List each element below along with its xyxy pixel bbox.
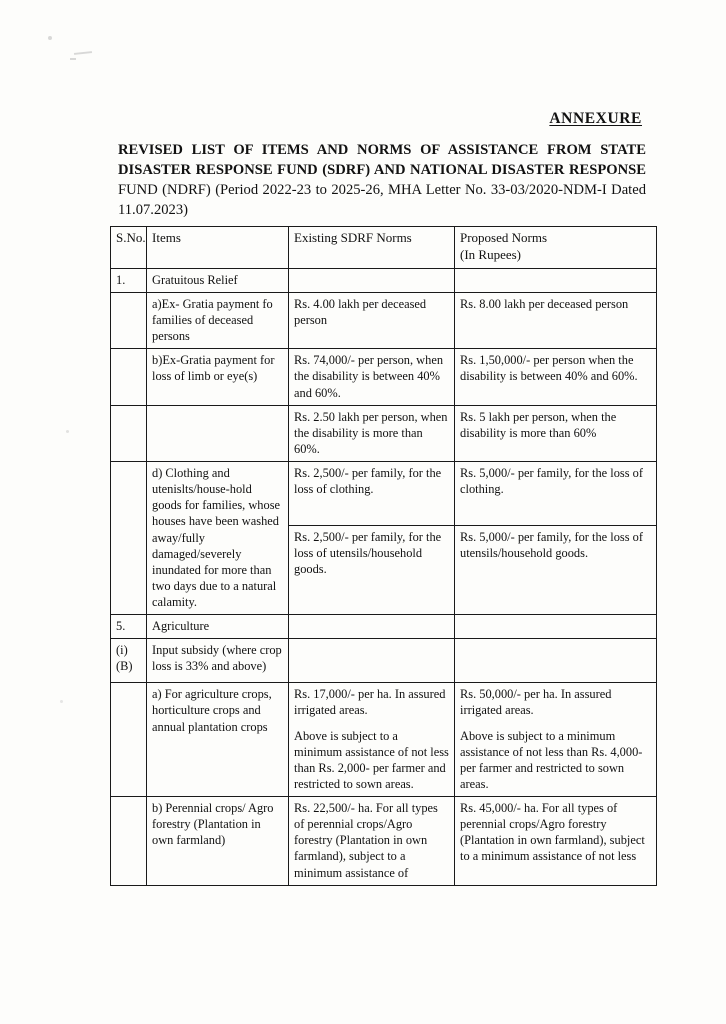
cell-proposed: Rs. 8.00 lakh per deceased person bbox=[455, 292, 657, 348]
cell-existing bbox=[289, 268, 455, 292]
table-row bbox=[111, 683, 657, 797]
scan-speck bbox=[48, 36, 52, 40]
intro-rest-text: FUND (NDRF) (Period 2022-23 to 2025-26, MHA Letter No. 33-03/2020-NDM-I Dated 11.07.2023) bbox=[118, 182, 646, 219]
cell-existing bbox=[289, 639, 455, 683]
cell-existing bbox=[289, 615, 455, 639]
cell-proposed bbox=[455, 268, 657, 292]
cell-items: Gratuitous Relief bbox=[147, 268, 289, 292]
scan-speck bbox=[66, 430, 69, 433]
cell-proposed: Rs. 5 lakh per person, when the disability is more than 60% bbox=[455, 405, 657, 461]
table-row bbox=[111, 268, 657, 292]
proposed-norms-line1: Proposed Norms bbox=[460, 230, 548, 245]
cell-sno bbox=[111, 405, 147, 461]
cell-sno: 1. bbox=[111, 268, 147, 292]
table-row bbox=[111, 292, 657, 348]
cell-items: Input subsidy (where crop loss is 33% and above) bbox=[147, 639, 289, 683]
cell-sno bbox=[111, 683, 147, 797]
scan-speck bbox=[74, 51, 92, 55]
cell-proposed: Rs. 1,50,000/- per person when the disability is between 40% and 60%. bbox=[455, 349, 657, 405]
document-intro-paragraph bbox=[118, 140, 646, 221]
proposed-norms-line2: (In Rupees) bbox=[460, 246, 522, 262]
table-row bbox=[111, 462, 657, 526]
cell-proposed-part1: Rs. 50,000/- per ha. In assured irrigated areas. bbox=[460, 687, 612, 718]
cell-items: d) Clothing and utenislts/house-hold goods for families, whose houses have been washed away/fully damaged/severely inundated for more than two days due to a natural calamity. bbox=[147, 462, 289, 615]
table-row bbox=[111, 639, 657, 683]
column-header-proposed-norms bbox=[455, 227, 657, 269]
cell-existing bbox=[289, 683, 455, 797]
cell-proposed: Rs. 5,000/- per family, for the loss of utensils/household goods. bbox=[455, 525, 657, 614]
cell-sno bbox=[111, 462, 147, 615]
table-row bbox=[111, 349, 657, 405]
cell-items: a)Ex- Gratia payment fo families of deceased persons bbox=[147, 292, 289, 348]
intro-bold-text: REVISED LIST OF ITEMS AND NORMS OF ASSISTANCE FROM STATE DISASTER RESPONSE FUND (SDRF) AND NATIONAL DISASTER RESPONSE bbox=[118, 142, 646, 179]
cell-proposed-part2: Above is subject to a minimum assistance of not less than Rs. 4,000- per farmer and restricted to sown areas. bbox=[460, 728, 643, 791]
cell-existing-part1: Rs. 17,000/- per ha. In assured irrigated areas. bbox=[294, 687, 446, 718]
cell-items: a) For agriculture crops, horticulture crops and annual plantation crops bbox=[147, 683, 289, 797]
cell-items bbox=[147, 405, 289, 461]
cell-items: Agriculture bbox=[147, 615, 289, 639]
cell-existing: Rs. 2,500/- per family, for the loss of clothing. bbox=[289, 462, 455, 526]
cell-existing: Rs. 4.00 lakh per deceased person bbox=[289, 292, 455, 348]
cell-items: b)Ex-Gratia payment for loss of limb or eye(s) bbox=[147, 349, 289, 405]
cell-sno bbox=[111, 797, 147, 886]
cell-proposed bbox=[455, 683, 657, 797]
cell-existing-part2: Above is subject to a minimum assistance of not less than Rs. 2,000- per farmer and restricted to sown areas. bbox=[294, 728, 449, 791]
column-header-existing-norms: Existing SDRF Norms bbox=[289, 227, 455, 269]
cell-sno bbox=[111, 349, 147, 405]
cell-sno: (i) (B) bbox=[111, 639, 147, 683]
annexure-heading: ANNEXURE bbox=[549, 110, 642, 127]
table-row bbox=[111, 797, 657, 886]
table-row bbox=[111, 405, 657, 461]
cell-existing: Rs. 2.50 lakh per person, when the disability is more than 60%. bbox=[289, 405, 455, 461]
table-row bbox=[111, 615, 657, 639]
cell-proposed bbox=[455, 615, 657, 639]
cell-items: b) Perennial crops/ Agro forestry (Plantation in own farmland) bbox=[147, 797, 289, 886]
cell-proposed: Rs. 5,000/- per family, for the loss of clothing. bbox=[455, 462, 657, 526]
cell-proposed bbox=[455, 639, 657, 683]
cell-proposed: Rs. 45,000/- ha. For all types of perennial crops/Agro forestry (Plantation in own farmland), subject to a minimum assistance of not less bbox=[455, 797, 657, 886]
cell-sno bbox=[111, 292, 147, 348]
norms-table bbox=[110, 226, 657, 886]
scan-speck bbox=[60, 700, 63, 703]
cell-existing: Rs. 74,000/- per person, when the disability is between 40% and 60%. bbox=[289, 349, 455, 405]
cell-sno: 5. bbox=[111, 615, 147, 639]
column-header-sno: S.No. bbox=[111, 227, 147, 269]
table-header-row bbox=[111, 227, 657, 269]
cell-existing: Rs. 22,500/- ha. For all types of perennial crops/Agro forestry (Plantation in own farmland), subject to a minimum assistance of bbox=[289, 797, 455, 886]
cell-existing: Rs. 2,500/- per family, for the loss of utensils/household goods. bbox=[289, 525, 455, 614]
column-header-items: Items bbox=[147, 227, 289, 269]
scan-speck bbox=[70, 58, 76, 60]
